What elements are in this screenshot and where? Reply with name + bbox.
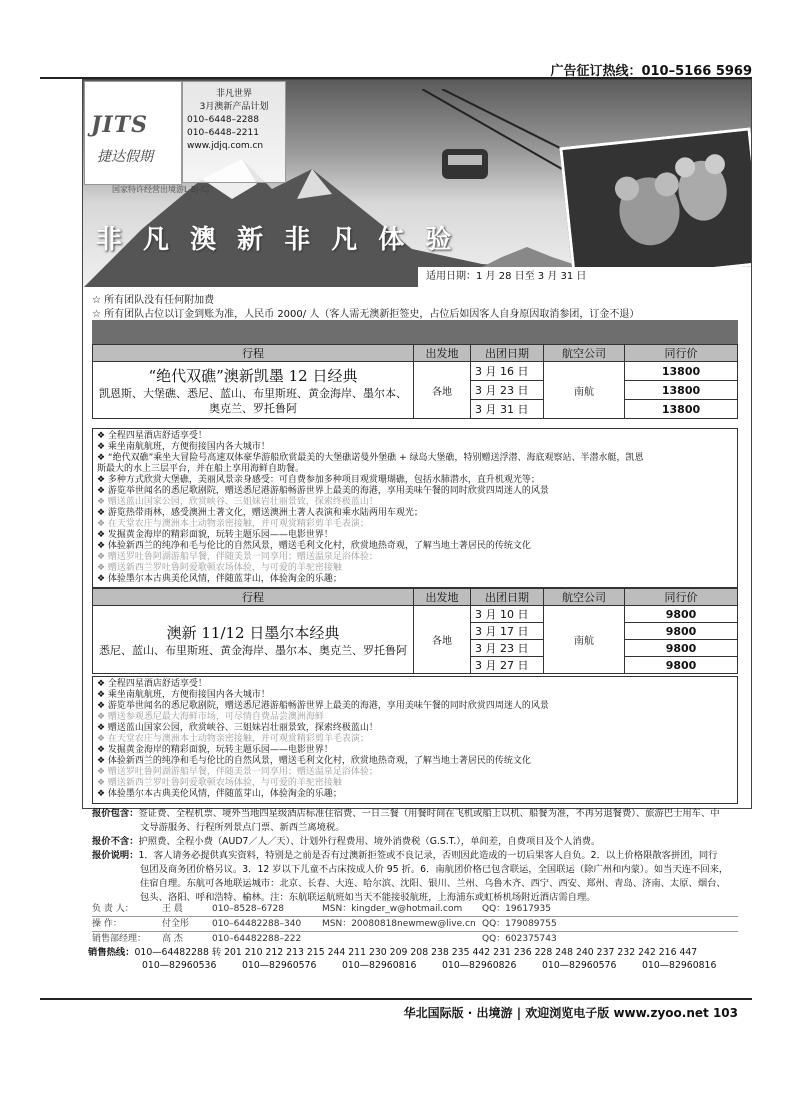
- header-airline: 航空公司: [544, 345, 625, 362]
- route1-date-3: 3 月 31 日: [471, 400, 544, 419]
- route2-depart: 各地: [414, 606, 471, 674]
- route1-feature-item: ❖ 全程四星酒店舒适享受！: [97, 431, 207, 441]
- contact-tel: 010–64482288–340: [212, 919, 302, 929]
- route2-date-2: 3 月 17 日: [471, 623, 544, 640]
- route2-feature-item: ❖ 发掘黄金海岸的精彩面貌，玩转主题乐园——电影世界！: [97, 745, 333, 755]
- route2-price-4: 9800: [625, 657, 738, 674]
- inc-label: 报价包含：: [92, 808, 139, 819]
- sales-hotline: [88, 946, 742, 972]
- header-depart-2: 出发地: [414, 589, 471, 606]
- footer: 华北国际版 · 出境游 | 欢迎浏览电子版 www.zyoo.net 103: [403, 1006, 738, 1020]
- contact-qq: QQ：179089755: [482, 919, 557, 929]
- route1-feature-item: ❖ 赠送蓝山国家公园，欣赏峡谷、三姐妹岩壮丽景致，探索终极蓝山！: [97, 497, 378, 507]
- route2-desc: 悉尼、蓝山、布里斯班、黄金海岸、墨尔本、奥克兰、罗托鲁阿: [99, 643, 407, 657]
- inc-text: 签证费、全程机票、境外当地四星级酒店标准住宿费、一日三餐（用餐时间在飞机或船上以机、船餐为准，不再另退餐费）、旅游巴士用车、中: [138, 808, 720, 819]
- route2-info: [93, 606, 414, 674]
- route1-table: [92, 344, 738, 419]
- route1-date-1: 3 月 16 日: [471, 362, 544, 381]
- route1-feature-item: ❖ 游览举世闻名的悉尼歌剧院，赠送悉尼港游船畅游世界上最美的海港，享用美味午餐的同时欣赏四周迷人的风景: [97, 486, 549, 496]
- contact-role: 负 责 人：: [92, 904, 134, 914]
- license: 国家特许经营出境游L-BJ-CJ: [112, 185, 210, 194]
- route2-price-1: 9800: [625, 606, 738, 623]
- sales-number: 010—82960576: [242, 960, 317, 971]
- header-depart: 出发地: [414, 345, 471, 362]
- contact-msn: [322, 932, 482, 946]
- route2-price-3: 9800: [625, 640, 738, 657]
- route2-feature-item: ❖ 体验新西兰的纯净和毛与伦比的自然风景，赠送毛利文化村，欣赏地热奇观，了解当地土著居民的传统文化: [97, 756, 531, 766]
- contact-tel: 010–8528–6728: [212, 904, 284, 914]
- header-route-2: 行程: [93, 589, 414, 606]
- route2-feature-item: ❖ 体验墨尔本古典美伦风情，伴随蓝芽山，体验淘金的乐趣；: [97, 789, 342, 799]
- route2-feature-item: ❖ 全程四星酒店舒适享受！: [97, 679, 207, 689]
- contact-role: 销售部经理：: [92, 934, 147, 944]
- sales-number: 010—82960816: [642, 960, 717, 971]
- sales-number: 010—82960826: [442, 960, 517, 971]
- info-sub: 3月澳新产品计划: [199, 102, 269, 112]
- route2-date-1: 3 月 10 日: [471, 606, 544, 623]
- route2-feature-item: ❖ 游览举世闻名的悉尼歌剧院，赠送悉尼港游船畅游世界上最美的海港，享用美味午餐的同时欣赏四周迷人的风景: [97, 701, 549, 711]
- route1-price-2: 13800: [625, 381, 738, 400]
- ad-hotline: 广告征订热线：010–5166 5969: [550, 64, 752, 79]
- note-2: ☆ 所有团队占位以订金到账为准，人民币 2000/ 人（客人需无澳新拒签史，占位后如因客人自身原因取消参团，订金不退）: [92, 309, 640, 320]
- route1-feature-item: ❖ 赠送罗吐鲁阿湖游船早餐，伴随美景一同享用；赠送温泉足浴体验；: [97, 552, 378, 562]
- contact-name: 高 杰: [162, 934, 183, 944]
- header-date-2: 出团日期: [471, 589, 544, 606]
- logo-cn: 捷达假期: [97, 149, 153, 165]
- route1-price-1: 13800: [625, 362, 738, 381]
- footer-rule: [40, 998, 752, 1000]
- contact-qq: QQ：602375743: [482, 934, 557, 944]
- header-price: 同行价: [625, 345, 738, 362]
- contact-name: 王 晨: [162, 904, 183, 914]
- route1-feature-item: ❖ 发掘黄金海岸的精彩面貌，玩转主题乐园——电影世界！: [97, 530, 333, 540]
- website: www.jdjq.com.cn: [187, 141, 264, 151]
- route1-feature-item: ❖ “绝代双礁”乘坐大冒险号高速双体豪华游船欣赏最美的大堡礁诺曼外堡礁 + 绿岛大堡礁，特别赠送浮潜、海底观察站、半潜水艇，凯恩: [97, 453, 644, 463]
- route1-title: “绝代双礁”澳新凯墨 12 日经典: [148, 366, 358, 385]
- route1-price-3: 13800: [625, 400, 738, 419]
- section-band: [92, 320, 738, 344]
- route1-feature-item: ❖ 多种方式欣赏大堡礁，美丽风景亲身感受：可自费参加多种项目观赏珊瑚礁，包括水肺潜水，直升机观光等；: [97, 475, 540, 485]
- route2-feature-item: ❖ 赠送蓝山国家公园，欣赏峡谷、三姐妹岩壮丽景致，探索终极蓝山！: [97, 723, 378, 733]
- contact-msn: MSN：kingder_w@hotmail.com: [322, 904, 463, 914]
- header-price-2: 同行价: [625, 589, 738, 606]
- desc-text-1: 1．客人请务必提供真实资料，特别是之前是否有过澳新拒签或不良记录，否则因此造成的一切后果客人自负。2．以上价格限散客拼团，同行: [138, 850, 718, 861]
- phone-1: 010–6448–2288: [187, 115, 259, 125]
- route2-table: [92, 588, 738, 674]
- route2-feature-item: ❖ 赠送新西兰罗吐鲁阿爱歌顿农场体验，与可爱的羊驼密接触: [97, 778, 342, 788]
- route1-feature-item: 斯最大的水上三层平台，并在船上享用海鲜自助餐。: [97, 464, 305, 474]
- route1-depart: 各地: [414, 362, 471, 419]
- contact-row: [92, 902, 738, 917]
- route2-date-4: 3 月 27 日: [471, 657, 544, 674]
- route1-feature-item: ❖ 体验新西兰的纯净和毛与伦比的自然风景，赠送毛利文化村，欣赏地热奇观，了解当地土著居民的传统文化: [97, 541, 531, 551]
- sales-line1: 010—64482288 转 201 210 212 213 215 244 211 230 209 208 238 235 442 231 236 228 248 240 237 232 242 216 447: [134, 947, 698, 958]
- desc-text-2: 包团及商务团价格另议。3．12 岁以下儿童不占床按成人价 95 折。6．南航团价格已包含联运，全国联运（除广州和内蒙）。如当天连不回来，: [140, 864, 729, 875]
- contacts: [92, 902, 738, 946]
- sales-number: 010—82960816: [342, 960, 417, 971]
- price-notes: [92, 807, 738, 905]
- sales-number: 010—82960576: [542, 960, 617, 971]
- exc-label: 报价不含：: [92, 836, 139, 847]
- route2-feature-item: ❖ 乘坐南航航班，方便衔接国内各大城市！: [97, 690, 270, 700]
- sales-label: 销售热线：: [88, 947, 135, 958]
- route2-features: [92, 676, 738, 804]
- contact-row: [92, 932, 738, 946]
- route2-feature-item: ❖ 在天堂农庄与澳洲本土动物亲密接触，并可观赏精彩剪羊毛表演；: [97, 734, 369, 744]
- contact-tel: 010–64482288–222: [212, 934, 302, 944]
- route2-date-3: 3 月 23 日: [471, 640, 544, 657]
- desc-text-3: 住宿自理。东航可各地联运城市：北京、长春、大连、哈尔滨、沈阳、银川、兰州、乌鲁木齐、西宁、西安、郑州、青岛、济南、太原、烟台、: [140, 878, 726, 889]
- note-1: ☆ 所有团队没有任何附加费: [92, 295, 215, 306]
- inc-text-2: 文导游服务、行程所列景点门票、新西兰离境税。: [140, 822, 345, 833]
- route1-info: [93, 362, 414, 419]
- info-head: 非凡世界: [215, 89, 252, 99]
- contact-role: 操 作：: [92, 919, 122, 929]
- phone-2: 010–6448–2211: [187, 128, 259, 138]
- valid-dates: 适用日期：1 月 28 日至 3 月 31 日: [418, 267, 752, 287]
- route1-feature-item: ❖ 体验墨尔本古典美伦风情，伴随蓝芽山，体验淘金的乐趣；: [97, 574, 342, 584]
- route1-feature-item: ❖ 在天堂农庄与澳洲本土动物亲密接触，并可观赏精彩剪羊毛表演；: [97, 519, 369, 529]
- route2-title: 澳新 11/12 日墨尔本经典: [166, 623, 340, 642]
- contact-qq: QQ：19617935: [482, 904, 551, 914]
- route1-feature-item: ❖ 游览热带雨林，感受澳洲土著文化，赠送澳洲土著人表演和乘水陆两用车观光；: [97, 508, 423, 518]
- sales-number: 010—82960536: [142, 960, 217, 971]
- route2-feature-item: ❖ 赠送罗吐鲁阿湖游船早餐，伴随美景一同享用；赠送温泉足浴体验；: [97, 767, 378, 777]
- logo-text: JITS: [91, 112, 148, 138]
- contact-name: 付全彤: [162, 919, 190, 929]
- desc-text-4: 包头、洛阳、呼和浩特、榆林。注：东航联运航班如当天不能接驳航班，上海浦东或虹桥机场附近酒店需自理。: [140, 892, 596, 903]
- header-route: 行程: [93, 345, 414, 362]
- route1-airline: 南航: [544, 362, 625, 419]
- route1-date-2: 3 月 23 日: [471, 381, 544, 400]
- route1-feature-item: ❖ 赠送新西兰罗吐鲁阿爱歌顿农场体验，与可爱的羊驼密接触: [97, 563, 342, 573]
- route1-desc: 凯恩斯、大堡礁、悉尼、蓝山、布里斯班、黄金海岸、墨尔本、奥克兰、罗托鲁阿: [99, 386, 407, 415]
- headline: 非 凡 澳 新 非 凡 体 验: [96, 225, 458, 255]
- contact-msn: MSN：20080818newmew@live.cn: [322, 919, 476, 929]
- route1-features: [92, 428, 738, 588]
- desc-label: 报价说明：: [92, 850, 139, 861]
- contact-row: [92, 917, 738, 932]
- route1-feature-item: ❖ 乘坐南航航班，方便衔接国内各大城市！: [97, 442, 270, 452]
- sales-numbers: [88, 959, 742, 972]
- header-date: 出团日期: [471, 345, 544, 362]
- route2-feature-item: ❖ 赠送参观悉尼最大海鲜市场，可尽情自费品尝澳洲海鲜: [97, 712, 324, 722]
- route2-airline: 南航: [544, 606, 625, 674]
- exc-text: 护照费、全程小费（AUD7／人／天）、计划外行程费用、境外消费税（G.S.T.），单间差，自费项目及个人消费。: [138, 836, 601, 847]
- header-airline-2: 航空公司: [544, 589, 625, 606]
- route2-price-2: 9800: [625, 623, 738, 640]
